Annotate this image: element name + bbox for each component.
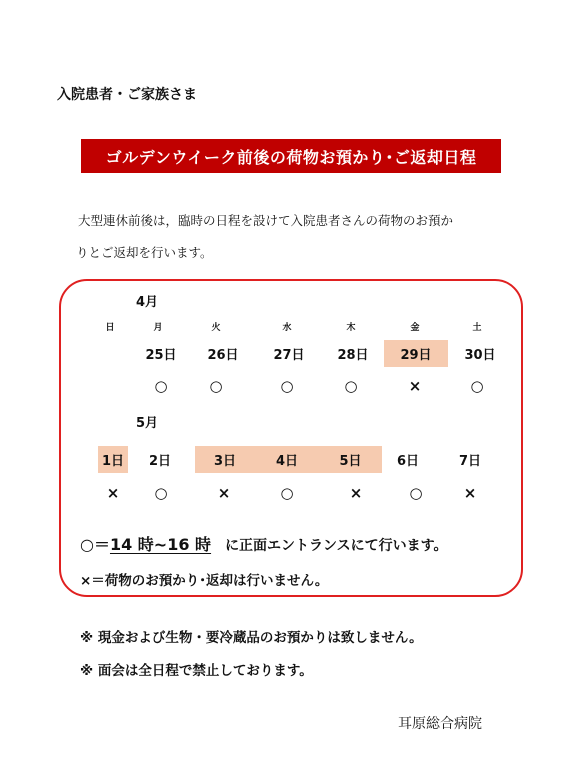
hospital-name: 耳原総合病院 [398,716,482,732]
date-april-27: 27日 [273,348,305,363]
weekday-wed: 水 [282,323,292,333]
note-cash-perishables: ※ 現金および生物・要冷蔵品のお預かりは致しません。 [80,630,423,646]
note-visiting: ※ 面会は全日程で禁止しております。 [80,663,313,679]
addressee-heading: 入院患者・ご家族さま [57,87,197,103]
date-may-4: 4日 [255,446,319,473]
mark-may-7: × [463,484,477,502]
weekday-mon: 月 [153,323,163,333]
legend-open-symbol: ○＝ [80,535,110,554]
date-may-3: 3日 [195,446,255,473]
date-may-7: 7日 [458,454,482,469]
date-may-5: 5日 [319,446,382,473]
mark-april-30: ○ [470,377,484,395]
weekday-thu: 木 [346,323,356,333]
month-label-may: 5月 [136,416,159,431]
legend-open [80,532,448,555]
weekday-fri: 金 [410,323,420,333]
mark-april-25: ○ [154,377,168,395]
weekday-sun: 日 [105,323,115,333]
mark-april-27: ○ [280,377,294,395]
intro-line-2: りとご返却を行います。 [76,245,213,260]
mark-may-5: × [349,484,363,502]
date-april-25: 25日 [145,348,177,363]
mark-april-29: × [408,377,422,395]
mark-may-3: × [217,484,231,502]
date-may-1: 1日 [98,446,128,473]
date-may-2: 2日 [148,454,172,469]
intro-line-1: 大型連休前後は，臨時の日程を設けて入院患者さんの荷物のお預か [78,213,454,228]
mark-may-1: × [106,484,120,502]
month-label-april: 4月 [136,295,159,310]
weekday-sat: 土 [472,323,482,333]
weekday-tue: 火 [211,323,221,333]
legend-closed: ×＝荷物のお預かり･返却は行いません。 [80,573,329,589]
date-april-26: 26日 [207,348,239,363]
date-april-30: 30日 [464,348,496,363]
intro-paragraph [78,205,498,269]
date-april-29: 29日 [384,340,448,367]
legend-open-text: に正面エントランスにて行います。 [225,538,448,554]
date-may-6: 6日 [396,454,420,469]
title-banner: ゴルデンウイーク前後の荷物お預かり･ご返却日程 [81,139,501,173]
date-april-28: 28日 [337,348,369,363]
mark-may-2: ○ [154,484,168,502]
mark-may-4: ○ [280,484,294,502]
mark-april-28: ○ [344,377,358,395]
legend-open-time: 14 時~16 時 [109,535,212,554]
mark-may-6: ○ [409,484,423,502]
mark-april-26: ○ [209,377,223,395]
